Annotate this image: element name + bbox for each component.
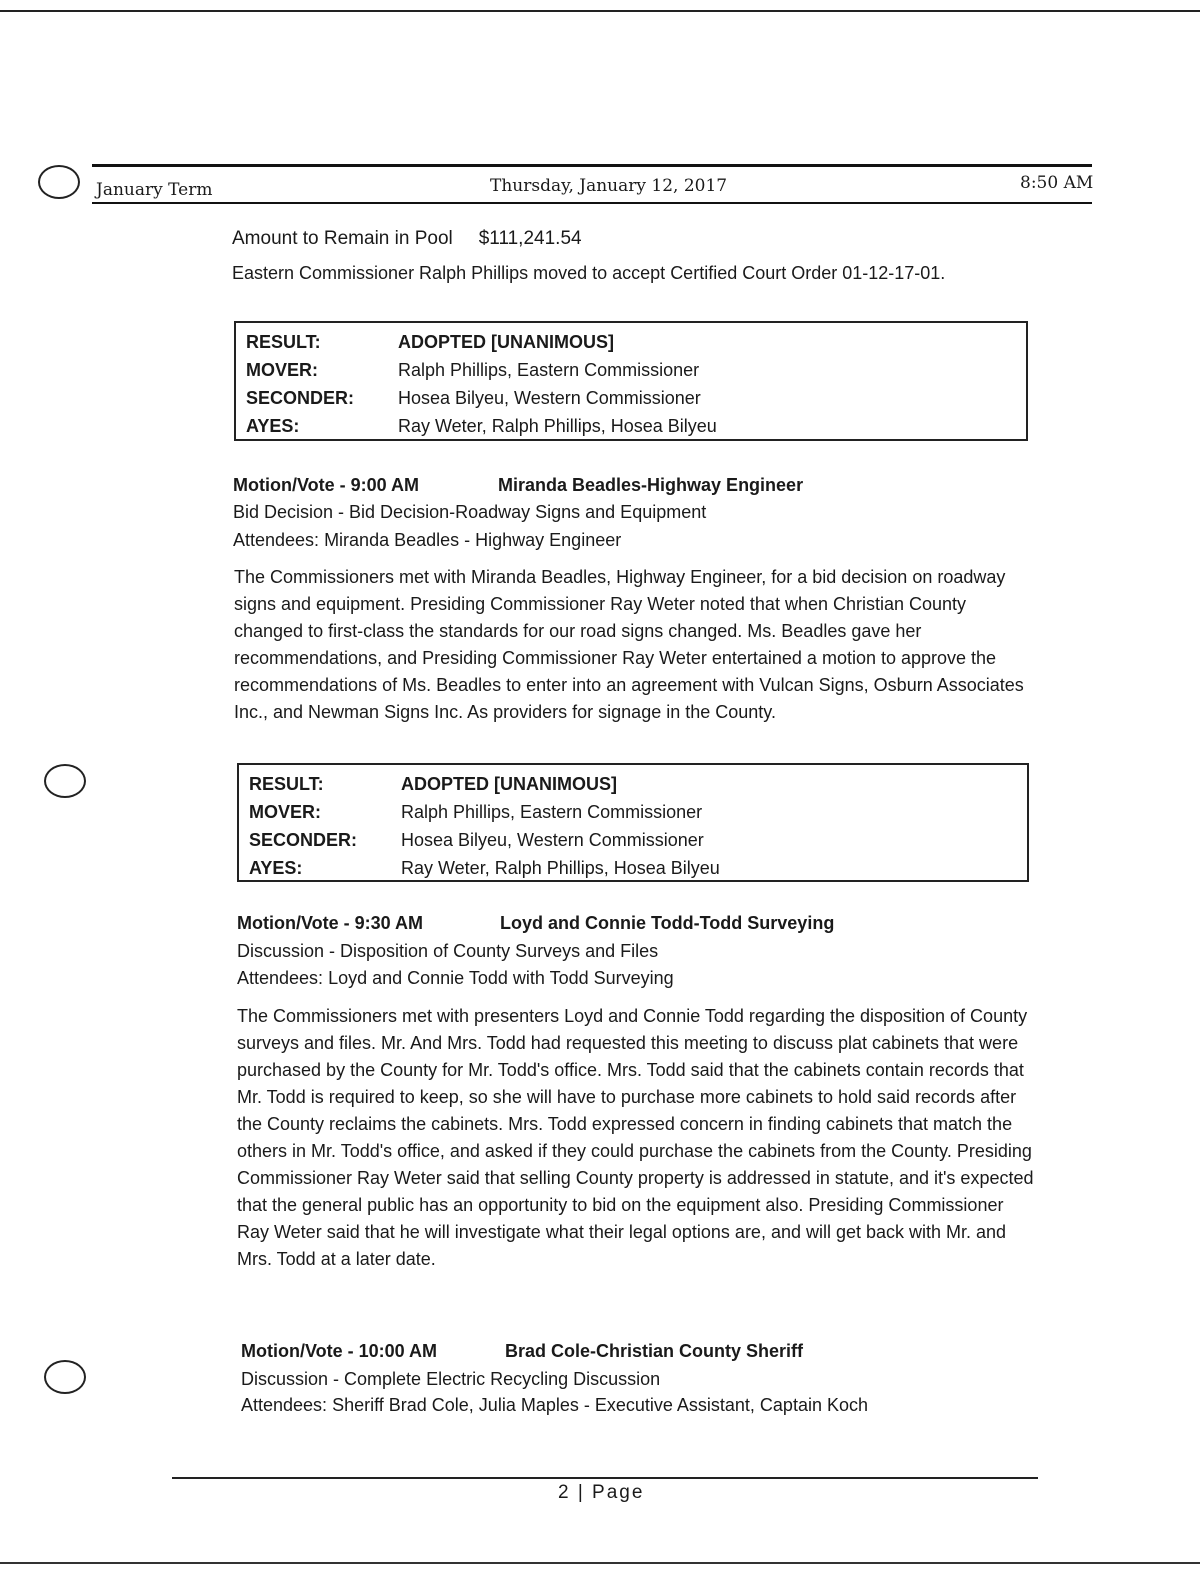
section-heading — [233, 475, 804, 496]
vote-result-box — [237, 763, 1029, 882]
header-term: January Term — [96, 180, 213, 200]
mover-label: MOVER: — [246, 360, 318, 380]
mover-label: MOVER: — [249, 802, 321, 822]
header-date: Thursday, January 12, 2017 — [490, 176, 728, 196]
ayes-value: Ray Weter, Ralph Phillips, Hosea Bilyeu — [398, 416, 717, 436]
result-label: RESULT: — [249, 774, 324, 794]
binder-hole-icon — [44, 1360, 86, 1394]
result-value: ADOPTED [UNANIMOUS] — [398, 332, 614, 352]
scan-bottom-edge — [0, 1562, 1200, 1564]
section-attendees: Attendees: Loyd and Connie Todd with Todd Surveying — [237, 968, 674, 988]
header-rule — [92, 164, 1092, 167]
mover-value: Ralph Phillips, Eastern Commissioner — [398, 360, 700, 380]
seconder-value: Hosea Bilyeu, Western Commissioner — [398, 388, 701, 408]
section-paragraph: The Commissioners met with presenters Loyd and Connie Todd regarding the disposition of County surveys and files. Mr. And Mrs. Todd had requested this meeting to discuss plat cabinets that were purchased by the County for Mr. Todd's office. Mrs. Todd said that the cabinets contain records that Mr. Todd is required to keep, so she will have to purchase more cabinets to hold said records after the County reclaims the cabinets. Mrs. Todd expressed concern in finding cabinets that match the others in Mr. Todd's office, and asked if they could purchase the cabinets from the County. Presiding Commissioner Ray Weter said that selling County property is addressed in statute, and it's expected that the general public has an opportunity to bid on the equipment also. Presiding Commissioner Ray Weter said that he will investigate what their legal options are, and will get back with Mr. and Mrs. Todd at a later date. — [237, 1006, 1034, 1269]
result-value: ADOPTED [UNANIMOUS] — [401, 774, 617, 794]
footer-rule — [172, 1477, 1038, 1479]
header-rule-bottom — [92, 202, 1092, 204]
binder-hole-icon — [44, 764, 86, 798]
seconder-label: SECONDER: — [249, 830, 358, 850]
pool-amount: $111,241.54 — [478, 228, 582, 249]
section-paragraph: The Commissioners met with Miranda Beadles, Highway Engineer, for a bid decision on roadway signs and equipment. Presiding Commissioner Ray Weter noted that when Christian County changed to first-class the standards for our road signs changed. Ms. Beadles gave her recommendations, and Presiding Commissioner Ray Weter entertained a motion to approve the recommendations of Ms. Beadles to enter into an agreement with Vulcan Signs, Osburn Associates Inc., and Newman Signs Inc. As providers for signage in the County. — [234, 567, 1024, 722]
vote-result-box — [234, 321, 1028, 441]
section-presenter: Miranda Beadles-Highway Engineer — [498, 475, 804, 495]
seconder-value: Hosea Bilyeu, Western Commissioner — [401, 830, 704, 850]
pool-label: Amount to Remain in Pool — [232, 228, 453, 249]
pool-amount-row — [232, 225, 582, 252]
seconder-label: SECONDER: — [246, 388, 355, 408]
section-attendees: Attendees: Sheriff Brad Cole, Julia Maples - Executive Assistant, Captain Koch — [241, 1395, 868, 1415]
binder-hole-icon — [38, 165, 80, 199]
section-presenter: Loyd and Connie Todd-Todd Surveying — [500, 913, 835, 933]
section-topic: Discussion - Complete Electric Recycling Discussion — [241, 1369, 661, 1389]
ayes-value: Ray Weter, Ralph Phillips, Hosea Bilyeu — [401, 858, 720, 878]
section-topic: Discussion - Disposition of County Surveys and Files — [237, 941, 659, 961]
section-heading — [241, 1341, 804, 1362]
section-time: Motion/Vote - 9:00 AM — [233, 475, 419, 495]
section-presenter: Brad Cole-Christian County Sheriff — [505, 1341, 804, 1361]
mover-value: Ralph Phillips, Eastern Commissioner — [401, 802, 703, 822]
motion-paragraph: Eastern Commissioner Ralph Phillips moved to accept Certified Court Order 01-12-17-01. — [232, 263, 946, 283]
section-heading — [237, 913, 835, 934]
result-label: RESULT: — [246, 332, 321, 352]
section-time: Motion/Vote - 9:30 AM — [237, 913, 423, 933]
ayes-label: AYES: — [246, 416, 300, 436]
header-time: 8:50 AM — [1020, 173, 1094, 193]
section-attendees: Attendees: Miranda Beadles - Highway Engineer — [233, 530, 622, 550]
scan-top-edge — [0, 10, 1200, 12]
section-time: Motion/Vote - 10:00 AM — [241, 1341, 438, 1361]
page-number: 2 | Page — [558, 1482, 645, 1503]
section-topic: Bid Decision - Bid Decision-Roadway Signs and Equipment — [233, 502, 707, 522]
ayes-label: AYES: — [249, 858, 303, 878]
